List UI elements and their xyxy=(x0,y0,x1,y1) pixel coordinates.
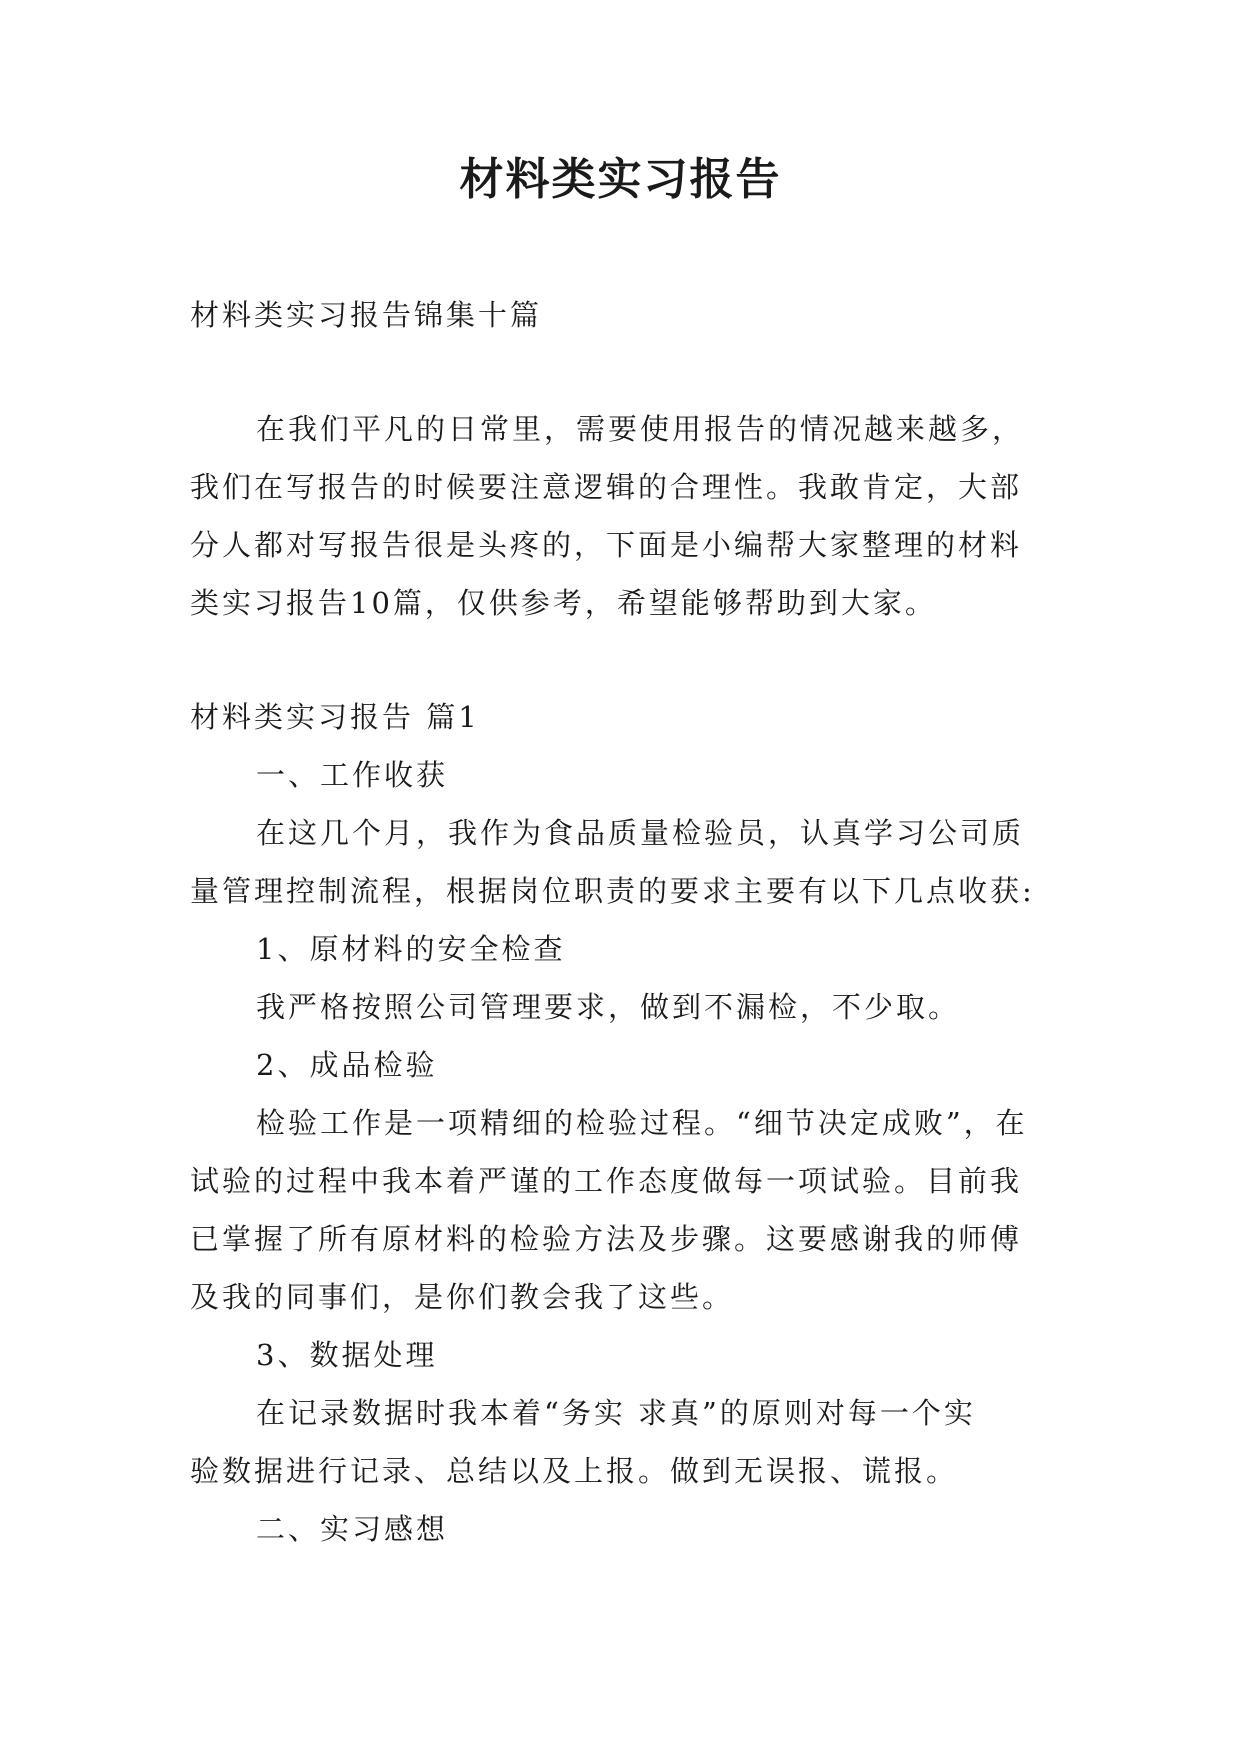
intro-line: 类实习报告10篇，仅供参考，希望能够帮助到大家。 xyxy=(190,586,937,620)
intro-line: 在我们平凡的日常里，需要使用报告的情况越来越多， xyxy=(256,412,1025,446)
document-subtitle: 材料类实习报告锦集十篇 xyxy=(190,298,543,332)
page-title: 材料类实习报告 xyxy=(459,154,782,205)
body-line: 验数据进行记录、总结以及上报。做到无误报、谎报。 xyxy=(190,1454,959,1488)
body-line: 及我的同事们，是你们教会我了这些。 xyxy=(190,1280,735,1314)
body-line: 检验工作是一项精细的检验过程。“细节决定成败”，在 xyxy=(256,1106,1028,1140)
body-line: 二、实习感想 xyxy=(256,1512,449,1546)
body-line: 量管理控制流程，根据岗位职责的要求主要有以下几点收获: xyxy=(190,874,1035,908)
body-line: 2、成品检验 xyxy=(256,1048,438,1082)
body-line: 3、数据处理 xyxy=(256,1338,438,1372)
body-line: 一、工作收获 xyxy=(256,758,449,792)
intro-line: 我们在写报告的时候要注意逻辑的合理性。我敢肯定，大部 xyxy=(190,470,1023,504)
intro-line: 分人都对写报告很是头疼的，下面是小编帮大家整理的材料 xyxy=(190,528,1023,562)
body-line: 已掌握了所有原材料的检验方法及步骤。这要感谢我的师傅 xyxy=(190,1222,1023,1256)
body-line: 我严格按照公司管理要求，做到不漏检，不少取。 xyxy=(256,990,961,1024)
section-heading: 材料类实习报告 篇1 xyxy=(190,700,480,734)
body-line: 在记录数据时我本着“务实 求真”的原则对每一个实 xyxy=(256,1396,976,1430)
body-line: 试验的过程中我本着严谨的工作态度做每一项试验。目前我 xyxy=(190,1164,1023,1198)
body-line: 1、原材料的安全检查 xyxy=(256,932,566,966)
body-line: 在这几个月，我作为食品质量检验员，认真学习公司质 xyxy=(256,816,1025,850)
